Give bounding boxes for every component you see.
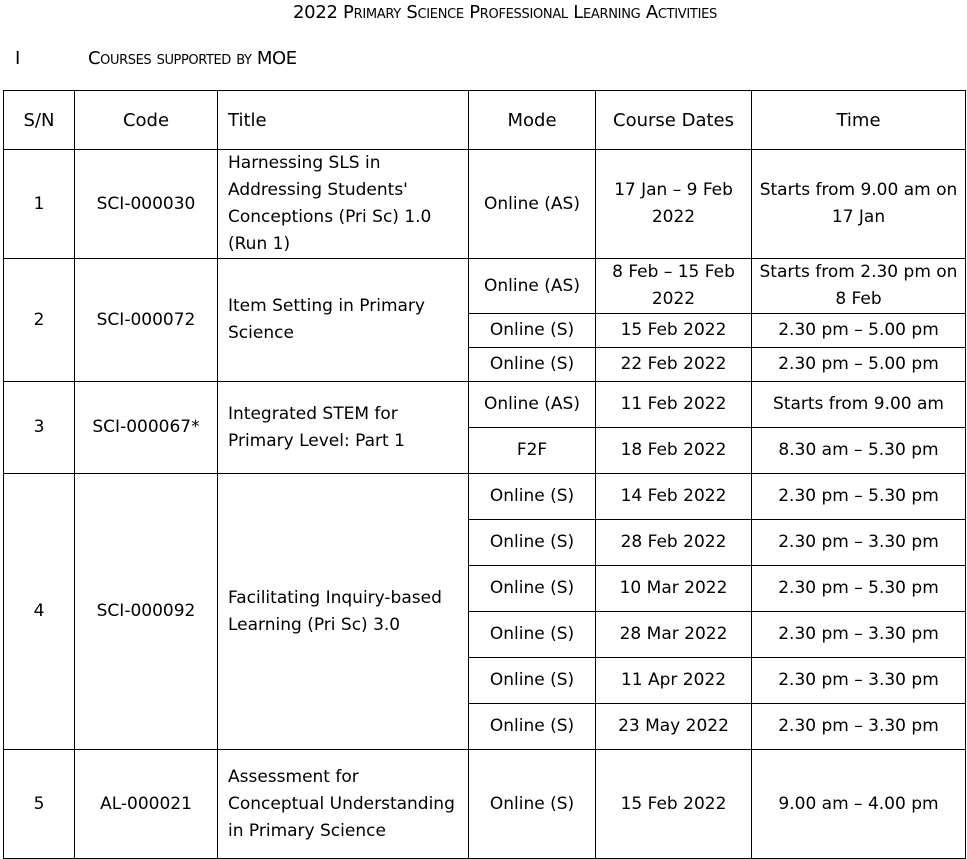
session-mode: Online (S) xyxy=(469,520,596,566)
column-header-time: Time xyxy=(752,91,966,150)
session-time: Starts from 9.00 am on 17 Jan xyxy=(752,150,966,259)
course-title: Integrated STEM for Primary Level: Part 1 xyxy=(218,382,469,474)
course-code: SCI-000072 xyxy=(75,259,218,382)
session-mode: Online (S) xyxy=(469,658,596,704)
course-code: SCI-000092 xyxy=(75,474,218,750)
course-sn: 1 xyxy=(4,150,75,259)
session-dates: 23 May 2022 xyxy=(596,704,752,750)
session-dates: 17 Jan – 9 Feb 2022 xyxy=(596,150,752,259)
course-title: Assessment for Conceptual Understanding in Primary Science xyxy=(218,750,469,859)
section-title: Courses supported by MOE xyxy=(88,48,297,69)
column-header-title: Title xyxy=(218,91,469,150)
session-dates: 18 Feb 2022 xyxy=(596,428,752,474)
course-sn: 3 xyxy=(4,382,75,474)
table-row xyxy=(4,150,966,259)
session-mode: Online (AS) xyxy=(469,382,596,428)
table-row xyxy=(4,382,966,428)
session-dates: 15 Feb 2022 xyxy=(596,314,752,348)
session-mode: Online (S) xyxy=(469,612,596,658)
courses-table xyxy=(3,90,966,859)
session-dates: 15 Feb 2022 xyxy=(596,750,752,859)
course-title: Harnessing SLS in Addressing Students' Conceptions (Pri Sc) 1.0 (Run 1) xyxy=(218,150,469,259)
session-time: 2.30 pm – 3.30 pm xyxy=(752,658,966,704)
course-code: AL-000021 xyxy=(75,750,218,859)
course-sn: 5 xyxy=(4,750,75,859)
course-sn: 4 xyxy=(4,474,75,750)
session-dates: 28 Feb 2022 xyxy=(596,520,752,566)
session-mode: Online (S) xyxy=(469,348,596,382)
document-title: 2022 Primary Science Professional Learning Activities xyxy=(293,2,717,23)
session-dates: 14 Feb 2022 xyxy=(596,474,752,520)
table-row xyxy=(4,259,966,314)
session-dates: 11 Feb 2022 xyxy=(596,382,752,428)
session-mode: Online (AS) xyxy=(469,150,596,259)
session-time: Starts from 2.30 pm on 8 Feb xyxy=(752,259,966,314)
table-header-row xyxy=(4,91,966,150)
table-row xyxy=(4,474,966,520)
course-title: Facilitating Inquiry-based Learning (Pri Sc) 3.0 xyxy=(218,474,469,750)
session-mode: Online (S) xyxy=(469,474,596,520)
session-dates: 8 Feb – 15 Feb 2022 xyxy=(596,259,752,314)
course-code: SCI-000030 xyxy=(75,150,218,259)
column-header-mode: Mode xyxy=(469,91,596,150)
course-sn: 2 xyxy=(4,259,75,382)
course-title: Item Setting in Primary Science xyxy=(218,259,469,382)
session-time: 2.30 pm – 5.00 pm xyxy=(752,314,966,348)
column-header-code: Code xyxy=(75,91,218,150)
session-time: 2.30 pm – 3.30 pm xyxy=(752,520,966,566)
session-time: 2.30 pm – 3.30 pm xyxy=(752,612,966,658)
session-mode: Online (S) xyxy=(469,750,596,859)
section-number: I xyxy=(15,48,21,69)
column-header-sn: S/N xyxy=(4,91,75,150)
course-code: SCI-000067* xyxy=(75,382,218,474)
session-mode: Online (S) xyxy=(469,704,596,750)
session-mode: F2F xyxy=(469,428,596,474)
session-time: 2.30 pm – 5.00 pm xyxy=(752,348,966,382)
session-time: 8.30 am – 5.30 pm xyxy=(752,428,966,474)
session-time: 2.30 pm – 3.30 pm xyxy=(752,704,966,750)
session-dates: 11 Apr 2022 xyxy=(596,658,752,704)
session-time: Starts from 9.00 am xyxy=(752,382,966,428)
session-mode: Online (S) xyxy=(469,314,596,348)
session-dates: 10 Mar 2022 xyxy=(596,566,752,612)
table-row xyxy=(4,750,966,859)
session-dates: 22 Feb 2022 xyxy=(596,348,752,382)
session-mode: Online (S) xyxy=(469,566,596,612)
session-dates: 28 Mar 2022 xyxy=(596,612,752,658)
session-time: 2.30 pm – 5.30 pm xyxy=(752,566,966,612)
session-mode: Online (AS) xyxy=(469,259,596,314)
session-time: 2.30 pm – 5.30 pm xyxy=(752,474,966,520)
column-header-course-dates: Course Dates xyxy=(596,91,752,150)
session-time: 9.00 am – 4.00 pm xyxy=(752,750,966,859)
